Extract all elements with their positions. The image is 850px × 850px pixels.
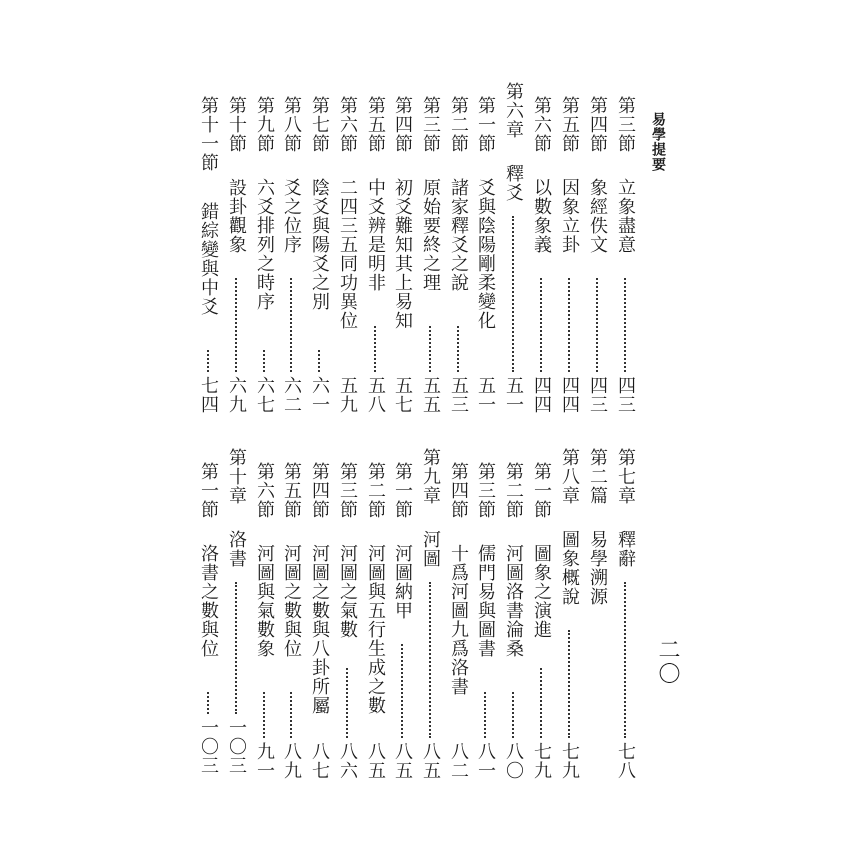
- toc-entry-page: 六九: [226, 376, 247, 414]
- leader-dots: [207, 692, 211, 714]
- toc-entry: [363, 462, 387, 790]
- toc-entry-label: 第四節: [392, 96, 413, 153]
- toc-entry-title: 河圖之氣數: [337, 544, 358, 639]
- toc-entry-page: 八七: [309, 742, 330, 780]
- toc-entry-title: 以數象義: [531, 178, 552, 254]
- toc-entry: [307, 462, 331, 790]
- toc-entry-title: 六爻排列之時序: [254, 178, 275, 311]
- toc-entry-title: 原始要終之理: [420, 178, 441, 292]
- toc-entry-label: 第十一節: [198, 96, 219, 172]
- toc-entry-page: 五八: [365, 376, 386, 414]
- toc-entry-page: 一〇三: [198, 718, 219, 775]
- leader-dots: [318, 350, 322, 372]
- toc-entry-title: 圖象概說: [559, 530, 580, 606]
- toc-entry-label: 第四節: [587, 96, 608, 153]
- toc-entry: [335, 96, 359, 424]
- leader-dots: [235, 278, 239, 372]
- toc-entry-label: 第六章: [503, 82, 524, 139]
- leader-dots: [540, 278, 544, 372]
- toc-entry-page: 七八: [615, 742, 636, 780]
- toc-entry-title: 河圖之數與八卦所屬: [309, 544, 330, 715]
- toc-entry: [224, 96, 248, 424]
- toc-entry: [418, 448, 442, 790]
- toc-entry: [613, 448, 637, 790]
- toc-entry-title: 河圖洛書淪桑: [503, 544, 524, 658]
- toc-entry-label: 第七章: [615, 448, 636, 505]
- toc-entry-page: 六二: [281, 376, 302, 414]
- toc-entry: [585, 448, 609, 790]
- toc-entry-label: 第二節: [503, 462, 524, 519]
- toc-entry-title: 十爲河圖九爲洛書: [448, 544, 469, 696]
- toc-entry-label: 第五節: [365, 96, 386, 153]
- toc-entry: [473, 462, 497, 790]
- toc-entry-title: 洛書之數與位: [198, 544, 219, 658]
- toc-entry-title: 儒門易與圖書: [475, 544, 496, 658]
- toc-entry: [501, 462, 525, 790]
- toc-entry-page: 四四: [559, 376, 580, 414]
- toc-entry-title: 設卦觀象: [226, 178, 247, 254]
- toc-entry-label: 第六節: [531, 96, 552, 153]
- toc-entry-label: 第五節: [559, 96, 580, 153]
- toc-entry-label: 第四節: [448, 462, 469, 519]
- leader-dots: [540, 668, 544, 738]
- toc-entry: [529, 96, 553, 424]
- leader-dots: [568, 278, 572, 372]
- toc-entry-page: 五五: [420, 376, 441, 414]
- toc-entry-page: 八〇: [503, 742, 524, 780]
- toc-entry: [279, 96, 303, 424]
- toc-entry-label: 第三節: [615, 96, 636, 153]
- toc-entry: [418, 96, 442, 424]
- toc-entry-label: 第五節: [281, 462, 302, 519]
- toc-entry-page: 五一: [475, 376, 496, 414]
- toc-entry-page: 六七: [254, 376, 275, 414]
- leader-dots: [624, 278, 628, 372]
- leader-dots: [235, 582, 239, 714]
- toc-entry: [473, 96, 497, 424]
- toc-entry-label: 第一節: [531, 462, 552, 519]
- toc-entry: [613, 96, 637, 424]
- leader-dots: [290, 692, 294, 738]
- toc-entry: [252, 462, 276, 790]
- leader-dots: [290, 278, 294, 372]
- toc-entry-title: 二四三五同功異位: [337, 178, 358, 330]
- toc-entry-page: 七九: [531, 742, 552, 780]
- toc-entry-title: 初爻難知其上易知: [392, 178, 413, 330]
- leader-dots: [346, 668, 350, 738]
- leader-dots: [401, 644, 405, 738]
- toc-entry-page: 八一: [475, 742, 496, 780]
- leader-dots: [429, 582, 433, 738]
- toc-entry-title: 釋辭: [615, 530, 636, 568]
- toc-entry-page: 五七: [392, 376, 413, 414]
- toc-entry-title: 象經佚文: [587, 178, 608, 254]
- toc-entry-page: 五三: [448, 376, 469, 414]
- toc-entry-label: 第七節: [309, 96, 330, 153]
- toc-entry-label: 第四節: [309, 462, 330, 519]
- toc-entry-page: 八五: [392, 742, 413, 780]
- toc-entry-page: 八二: [448, 742, 469, 780]
- toc-entry-title: 諸家釋爻之說: [448, 178, 469, 292]
- toc-entry-title: 河圖納甲: [392, 544, 413, 620]
- toc-entry-page: 九一: [254, 742, 275, 780]
- toc-entry-page: 八六: [337, 742, 358, 780]
- toc-entry: [390, 96, 414, 424]
- toc-entry-page: 六一: [309, 376, 330, 414]
- toc-entry-title: 因象立卦: [559, 178, 580, 254]
- toc-entry-label: 第二節: [365, 462, 386, 519]
- toc-entry: [279, 462, 303, 790]
- toc-entry-label: 第三節: [475, 462, 496, 519]
- toc-entry-page: 七四: [198, 376, 219, 414]
- toc-entry-label: 第十節: [226, 96, 247, 153]
- toc-entry-label: 第三節: [420, 96, 441, 153]
- toc-entry: [363, 96, 387, 424]
- page-number: 二〇: [655, 638, 680, 686]
- toc-entry-page: 八五: [420, 742, 441, 780]
- toc-entry-title: 河圖與五行生成之數: [365, 544, 386, 715]
- toc-entry-label: 第三節: [337, 462, 358, 519]
- toc-entry-label: 第六節: [254, 462, 275, 519]
- leader-dots: [484, 692, 488, 738]
- leader-dots: [624, 582, 628, 738]
- toc-entry-title: 河圖: [420, 530, 441, 568]
- toc-entry: [196, 462, 220, 790]
- toc-entry-title: 洛書: [226, 530, 247, 568]
- toc-entry: [585, 96, 609, 424]
- toc-entry-label: 第九節: [254, 96, 275, 153]
- leader-dots: [207, 350, 211, 372]
- toc-entry-page: 八五: [365, 742, 386, 780]
- toc-entry-label: 第十章: [226, 448, 247, 505]
- toc-entry-page: 四三: [615, 376, 636, 414]
- toc-entry-title: 河圖之數與位: [281, 544, 302, 658]
- toc-entry-page: 五一: [503, 376, 524, 414]
- toc-entry-page: 七九: [559, 742, 580, 780]
- toc-entry: [224, 448, 248, 790]
- toc-entry: [196, 96, 220, 424]
- toc-entry-label: 第一節: [475, 96, 496, 153]
- toc-entry-label: 第八章: [559, 448, 580, 505]
- toc-entry-title: 錯綜變與中爻: [198, 202, 219, 316]
- leader-dots: [457, 326, 461, 372]
- toc-entry-title: 陰爻與陽爻之別: [309, 178, 330, 311]
- leader-dots: [596, 278, 600, 372]
- toc-entry-title: 爻之位序: [281, 178, 302, 254]
- toc-entry: [557, 96, 581, 424]
- toc-entry-page: 四三: [587, 376, 608, 414]
- toc-entry-title: 釋爻: [503, 164, 524, 202]
- leader-dots: [512, 216, 516, 372]
- leader-dots: [512, 692, 516, 738]
- toc-entry: [557, 448, 581, 790]
- toc-entry-label: 第九章: [420, 448, 441, 505]
- running-header: 易學提要: [650, 112, 666, 172]
- leader-dots: [374, 326, 378, 372]
- toc-entry: [529, 462, 553, 790]
- toc-entry-label: 第二篇: [587, 448, 608, 505]
- toc-entry-page: 八九: [281, 742, 302, 780]
- toc-entry-title: 爻與陰陽剛柔變化: [475, 178, 496, 330]
- toc-entry-title: 圖象之演進: [531, 544, 552, 639]
- toc-entry-label: 第一節: [392, 462, 413, 519]
- toc-entry-label: 第八節: [281, 96, 302, 153]
- toc-entry-page: 五九: [337, 376, 358, 414]
- toc-entry-title: 易學溯源: [587, 530, 608, 606]
- leader-dots: [568, 630, 572, 738]
- toc-entry: [252, 96, 276, 424]
- toc-entry-title: 河圖與氣數象: [254, 544, 275, 658]
- toc-entry: [446, 96, 470, 424]
- toc-entry: [390, 462, 414, 790]
- leader-dots: [263, 692, 267, 738]
- toc-entry-title: 立象盡意: [615, 178, 636, 254]
- toc-entry-label: 第二節: [448, 96, 469, 153]
- toc-entry-title: 中爻辨是明非: [365, 178, 386, 292]
- toc-entry: [446, 462, 470, 790]
- toc-entry-page: 一〇三: [226, 718, 247, 775]
- toc-entry: [307, 96, 331, 424]
- toc-entry-page: 四四: [531, 376, 552, 414]
- toc-entry: [335, 462, 359, 790]
- toc-entry: [501, 82, 525, 424]
- toc-entry-label: 第一節: [198, 462, 219, 519]
- leader-dots: [429, 326, 433, 372]
- leader-dots: [263, 350, 267, 372]
- toc-entry-label: 第六節: [337, 96, 358, 153]
